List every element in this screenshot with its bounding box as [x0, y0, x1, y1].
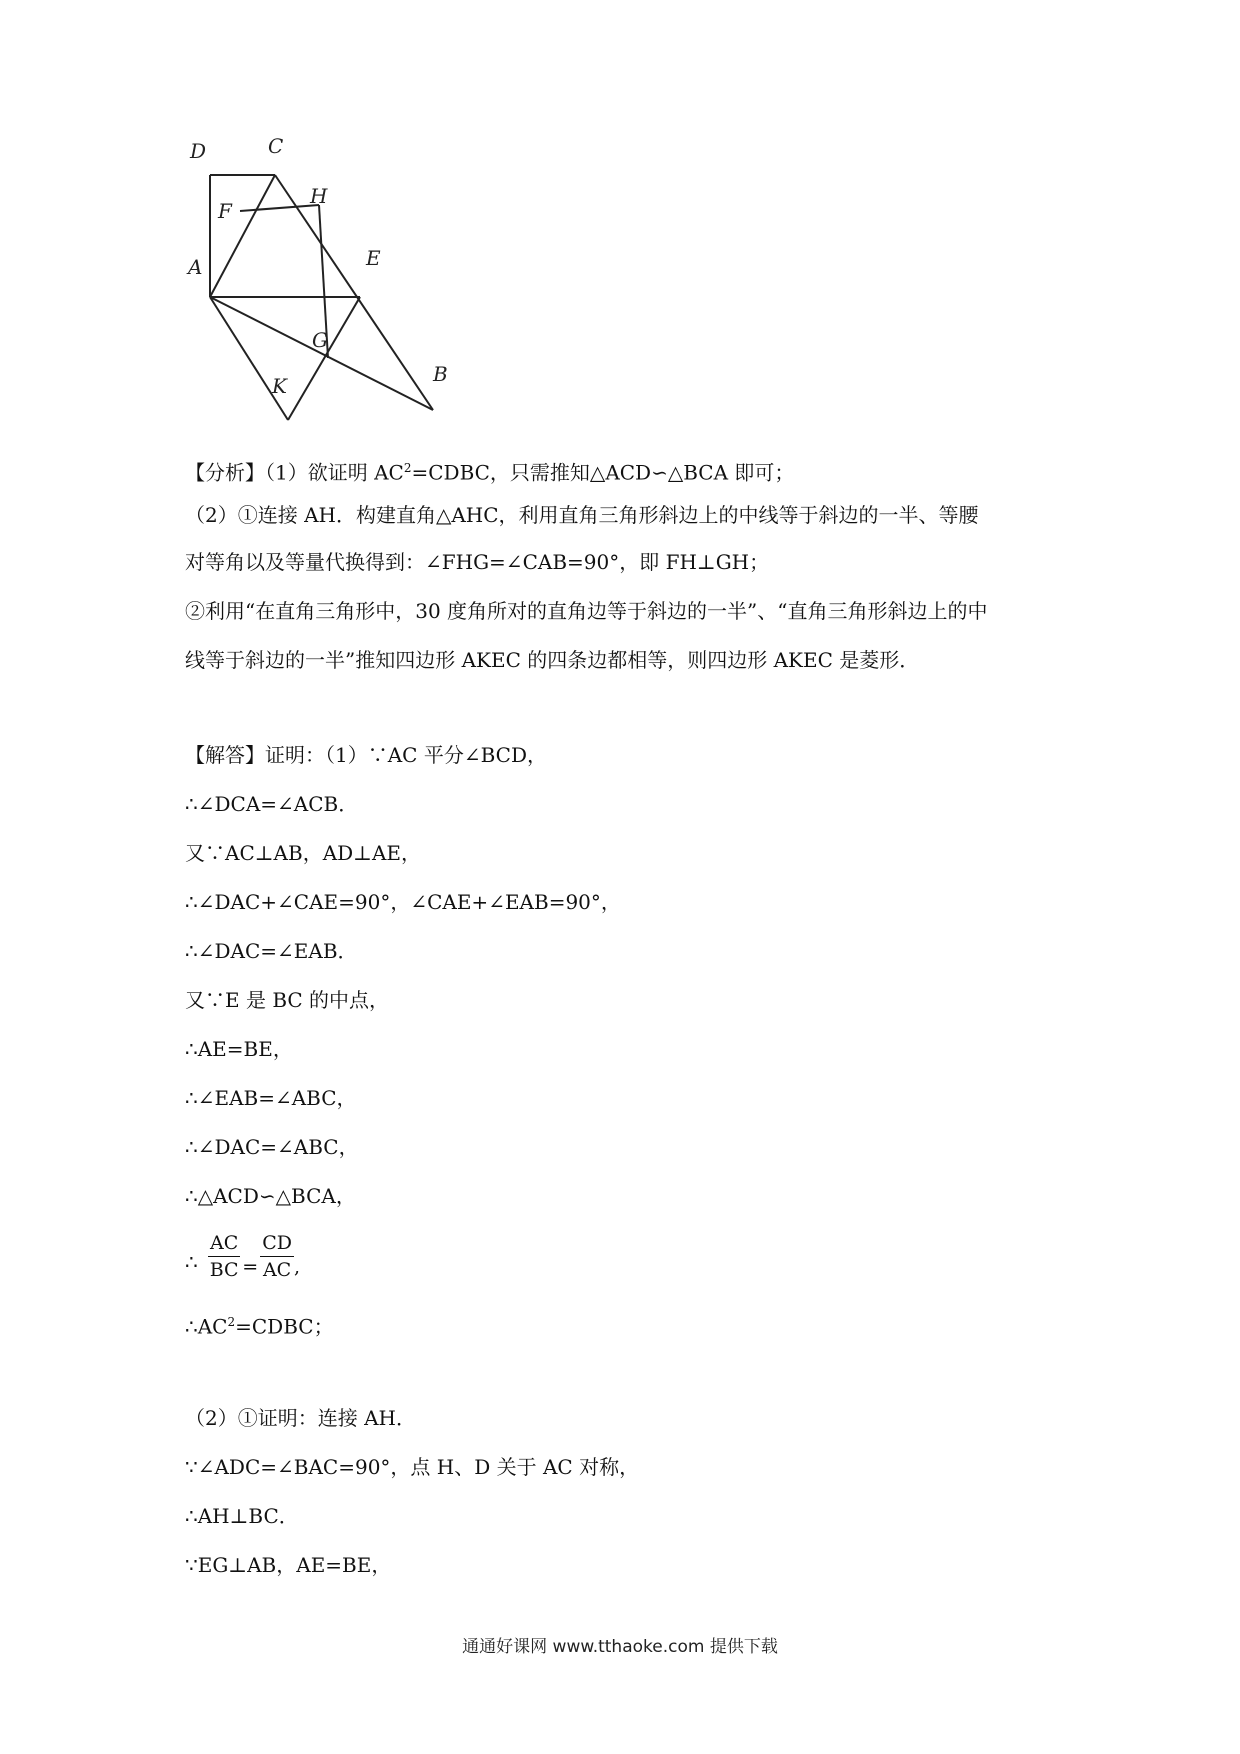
solution-text: ∴AC	[185, 1314, 228, 1339]
superscript: 2	[227, 1315, 236, 1329]
segment-ab	[210, 297, 433, 410]
label-d: D	[190, 139, 207, 163]
analysis-text: 【分析】（1）欲证明 AC	[185, 460, 404, 485]
fraction-equation	[208, 1232, 300, 1281]
label-g: G	[312, 328, 328, 352]
analysis-line-1	[185, 453, 794, 488]
segment-ak	[210, 297, 288, 420]
solution-line-12	[185, 1307, 334, 1342]
fraction-suffix: ,	[293, 1256, 301, 1278]
analysis-text: =CDBC，只需推知△ACD∽△BCA 即可；	[411, 460, 795, 485]
fraction-cd-ac	[260, 1232, 294, 1281]
label-c: C	[268, 134, 284, 158]
segment-cb	[275, 175, 433, 410]
analysis-line-3: 对等角以及等量代换得到：∠FHG=∠CAB=90°，即 FH⊥GH；	[185, 550, 770, 574]
part2-line-1: （2）①证明：连接 AH．	[185, 1406, 416, 1430]
fraction-numerator: AC	[208, 1232, 240, 1257]
fraction-denominator: AC	[262, 1259, 292, 1281]
solution-line-8: ∴∠EAB=∠ABC，	[185, 1086, 357, 1110]
solution-line-2: ∴∠DCA=∠ACB．	[185, 792, 359, 816]
segment-ke	[288, 297, 360, 420]
segment-ca	[210, 175, 275, 297]
solution-line-10: ∴△ACD∽△BCA，	[185, 1184, 356, 1208]
solution-line-4: ∴∠DAC+∠CAE=90°，∠CAE+∠EAB=90°，	[185, 890, 621, 914]
fraction-denominator: BC	[209, 1259, 239, 1281]
part2-line-2: ∵∠ADC=∠BAC=90°，点 H、D 关于 AC 对称，	[185, 1455, 640, 1479]
solution-line-6: 又∵E 是 BC 的中点，	[185, 988, 390, 1012]
solution-line-3: 又∵AC⊥AB，AD⊥AE，	[185, 841, 422, 865]
geometry-figure	[180, 134, 480, 440]
label-b: B	[433, 362, 448, 386]
fraction-numerator: CD	[260, 1232, 294, 1257]
superscript: 2	[403, 461, 412, 475]
label-h: H	[310, 184, 328, 208]
analysis-line-5: 线等于斜边的一半”推知四边形 AKEC 的四条边都相等，则四边形 AKEC 是菱形．	[185, 648, 920, 672]
part2-line-3: ∴AH⊥BC．	[185, 1504, 299, 1528]
page-footer: 通通好课网 www.tthaoke.com 提供下载	[462, 1637, 778, 1657]
label-k: K	[272, 374, 287, 398]
solution-line-5: ∴∠DAC=∠EAB．	[185, 939, 358, 963]
label-f: F	[218, 199, 232, 223]
label-a: A	[188, 255, 203, 279]
fraction-ac-bc	[208, 1232, 240, 1281]
fraction-prefix: ∴	[185, 1250, 198, 1274]
analysis-line-2: （2）①连接 AH．构建直角△AHC，利用直角三角形斜边上的中线等于斜边的一半、等腰	[185, 503, 979, 527]
equals-sign: =	[242, 1256, 259, 1278]
analysis-line-4: ②利用“在直角三角形中，30 度角所对的直角边等于斜边的一半”、“直角三角形斜边上的中	[185, 599, 988, 623]
part2-line-4: ∵EG⊥AB，AE=BE，	[185, 1553, 392, 1577]
segment-fh	[240, 205, 319, 211]
label-e: E	[366, 246, 381, 270]
solution-line-9: ∴∠DAC=∠ABC，	[185, 1135, 359, 1159]
solution-line-7: ∴AE=BE，	[185, 1037, 293, 1061]
geometry-diagram	[180, 134, 480, 440]
solution-line-1: 【解答】证明：（1）∵AC 平分∠BCD，	[185, 743, 547, 767]
solution-text: =CDBC；	[235, 1314, 334, 1339]
